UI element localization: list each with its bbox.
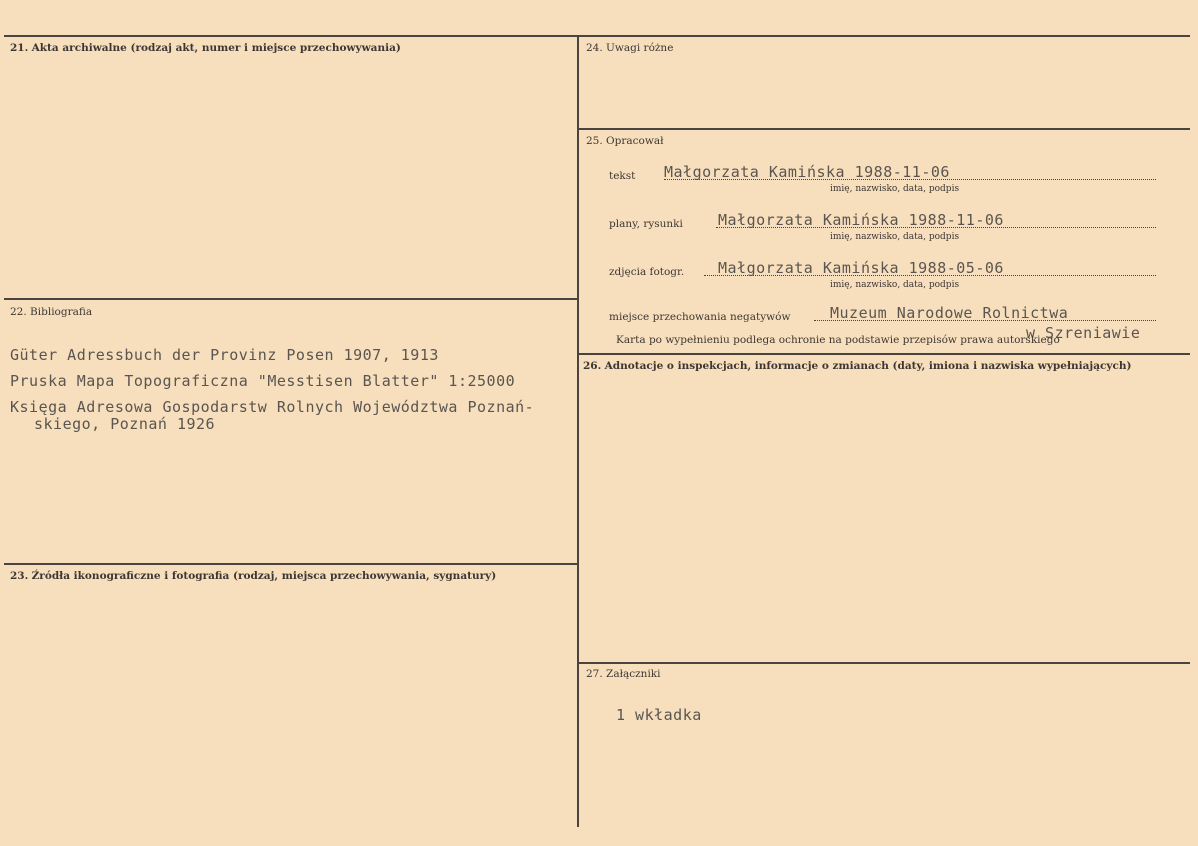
row-photos-caption: imię, nazwisko, data, podpis — [830, 280, 960, 290]
divider-21-22 — [4, 298, 578, 300]
bibliography-entry-4: skiego, Poznań 1926 — [34, 415, 216, 433]
row-text-value: Małgorzata Kamińska 1988-11-06 — [664, 163, 950, 181]
row-photos-value: Małgorzata Kamińska 1988-05-06 — [718, 259, 1004, 277]
copyright-note: Karta po wypełnieniu podlega ochronie na podstawie przepisów prawa autorskiego — [616, 334, 1060, 346]
section-21-heading: 21. Akta archiwalne (rodzaj akt, numer i miejsce przechowywania) — [10, 42, 401, 54]
row-plans-label: plany, rysunki — [609, 218, 683, 230]
negatives-value-line2: w Szreniawie — [1026, 324, 1141, 342]
center-divider — [577, 35, 579, 827]
section-25-heading: 25. Opracował — [586, 135, 664, 147]
section-27-heading: 27. Załączniki — [586, 668, 661, 680]
divider-24-25 — [578, 128, 1190, 130]
negatives-value-line1: Muzeum Narodowe Rolnictwa — [830, 304, 1069, 322]
negatives-label: miejsce przechowania negatywów — [609, 311, 791, 323]
section-26-heading: 26. Adnotacje o inspekcjach, informacje o zmianach (daty, imiona i nazwiska wypełniających) — [583, 360, 1132, 372]
top-border — [4, 35, 1190, 37]
section-23-heading: 23. Źródła ikonograficzne i fotografia (rodzaj, miejsca przechowywania, sygnatury) — [10, 570, 497, 582]
row-text-caption: imię, nazwisko, data, podpis — [830, 184, 960, 194]
row-plans-value: Małgorzata Kamińska 1988-11-06 — [718, 211, 1004, 229]
section-22-heading: 22. Bibliografia — [10, 306, 93, 318]
row-plans-caption: imię, nazwisko, data, podpis — [830, 232, 960, 242]
row-photos-label: zdjęcia fotogr. — [609, 266, 685, 278]
bibliography-entry-2: Pruska Mapa Topograficzna "Messtisen Blatter" 1:25000 — [10, 372, 516, 390]
bibliography-entry-1: Güter Adressbuch der Provinz Posen 1907, 1913 — [10, 346, 439, 364]
attachments-value: 1 wkładka — [616, 706, 702, 724]
bibliography-entry-3: Księga Adresowa Gospodarstw Rolnych Województwa Poznań- — [10, 398, 535, 416]
row-text-label: tekst — [609, 170, 636, 182]
section-24-heading: 24. Uwagi różne — [586, 42, 674, 54]
divider-22-23 — [4, 563, 578, 565]
divider-25-26 — [578, 353, 1190, 355]
divider-26-27 — [578, 662, 1190, 664]
